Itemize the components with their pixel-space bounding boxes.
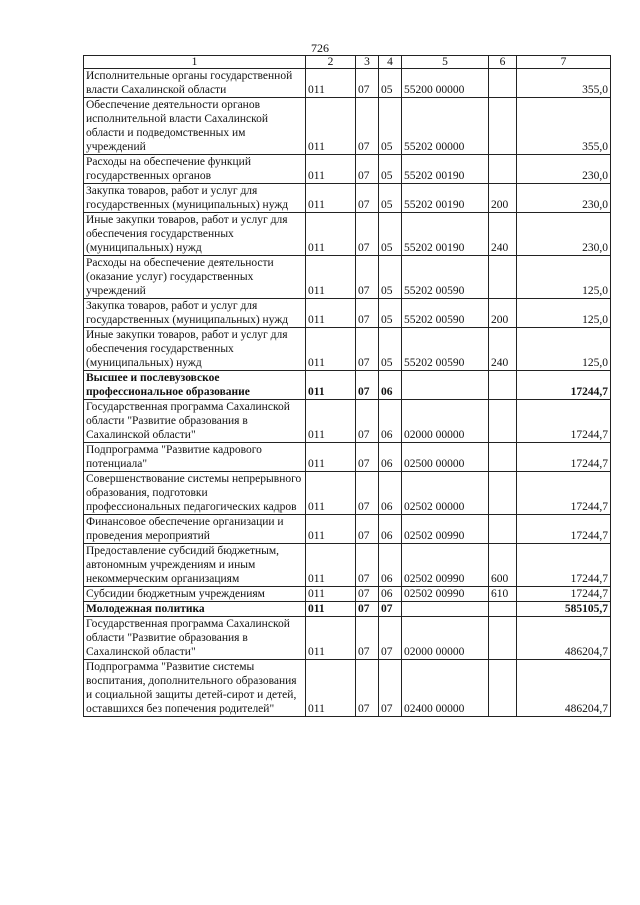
row-subsection: 06 — [379, 371, 402, 400]
table-row — [84, 472, 611, 515]
row-admin-code: 011 — [306, 617, 356, 660]
row-section: 07 — [356, 400, 379, 443]
row-expense-type: 240 — [489, 213, 517, 256]
row-subsection: 06 — [379, 443, 402, 472]
row-admin-code: 011 — [306, 155, 356, 184]
row-expense-type — [489, 155, 517, 184]
row-target-article: 55202 00590 — [402, 328, 489, 371]
row-subsection: 06 — [379, 515, 402, 544]
row-target-article: 02502 00990 — [402, 587, 489, 602]
header-row — [84, 56, 611, 69]
row-admin-code: 011 — [306, 371, 356, 400]
table-row — [84, 515, 611, 544]
table-row — [84, 587, 611, 602]
row-target-article: 02400 00000 — [402, 660, 489, 717]
col-header-1: 1 — [84, 56, 306, 69]
row-amount: 17244,7 — [517, 544, 611, 587]
row-admin-code: 011 — [306, 328, 356, 371]
row-name: Государственная программа Сахалинской области "Развитие образования в Сахалинской области" — [84, 617, 306, 660]
row-subsection: 05 — [379, 213, 402, 256]
row-admin-code: 011 — [306, 515, 356, 544]
row-subsection: 05 — [379, 184, 402, 213]
row-subsection: 06 — [379, 400, 402, 443]
row-subsection: 06 — [379, 544, 402, 587]
row-expense-type: 200 — [489, 299, 517, 328]
row-amount: 17244,7 — [517, 371, 611, 400]
table-row — [84, 400, 611, 443]
row-amount: 486204,7 — [517, 660, 611, 717]
row-expense-type — [489, 472, 517, 515]
row-expense-type — [489, 400, 517, 443]
row-admin-code: 011 — [306, 184, 356, 213]
table-row — [84, 213, 611, 256]
row-name: Закупка товаров, работ и услуг для государственных (муниципальных) нужд — [84, 184, 306, 213]
page-number: 726 — [311, 41, 329, 55]
row-expense-type: 600 — [489, 544, 517, 587]
row-target-article: 55202 00190 — [402, 213, 489, 256]
row-expense-type — [489, 98, 517, 155]
row-admin-code: 011 — [306, 98, 356, 155]
row-target-article: 02500 00000 — [402, 443, 489, 472]
row-target-article — [402, 602, 489, 617]
row-subsection: 05 — [379, 155, 402, 184]
row-subsection: 05 — [379, 256, 402, 299]
row-amount: 125,0 — [517, 256, 611, 299]
row-expense-type — [489, 256, 517, 299]
row-target-article: 02502 00990 — [402, 515, 489, 544]
row-section: 07 — [356, 69, 379, 98]
row-name: Подпрограмма "Развитие кадрового потенциала" — [84, 443, 306, 472]
row-name: Иные закупки товаров, работ и услуг для обеспечения государственных (муниципальных) нужд — [84, 213, 306, 256]
row-subsection: 05 — [379, 98, 402, 155]
row-admin-code: 011 — [306, 256, 356, 299]
row-amount: 17244,7 — [517, 472, 611, 515]
row-admin-code: 011 — [306, 660, 356, 717]
col-header-3: 3 — [356, 56, 379, 69]
row-target-article: 02502 00990 — [402, 544, 489, 587]
row-admin-code: 011 — [306, 587, 356, 602]
table-row — [84, 299, 611, 328]
row-subsection: 06 — [379, 587, 402, 602]
row-amount: 230,0 — [517, 155, 611, 184]
row-admin-code: 011 — [306, 400, 356, 443]
row-subsection: 07 — [379, 602, 402, 617]
row-admin-code: 011 — [306, 602, 356, 617]
row-name: Совершенствование системы непрерывного образования, подготовки профессиональных педагогических кадров — [84, 472, 306, 515]
row-name: Предоставление субсидий бюджетным, автономным учреждениям и иным некоммерческим организациям — [84, 544, 306, 587]
row-expense-type — [489, 443, 517, 472]
row-section: 07 — [356, 371, 379, 400]
row-amount: 355,0 — [517, 98, 611, 155]
table-row — [84, 328, 611, 371]
row-expense-type — [489, 617, 517, 660]
table-row — [84, 602, 611, 617]
row-name: Финансовое обеспечение организации и проведения мероприятий — [84, 515, 306, 544]
col-header-4: 4 — [379, 56, 402, 69]
row-target-article: 55202 00590 — [402, 299, 489, 328]
table-row — [84, 617, 611, 660]
row-target-article: 02502 00000 — [402, 472, 489, 515]
row-subsection: 05 — [379, 69, 402, 98]
row-amount: 355,0 — [517, 69, 611, 98]
row-section: 07 — [356, 98, 379, 155]
row-amount: 17244,7 — [517, 400, 611, 443]
table-row — [84, 371, 611, 400]
row-subsection: 06 — [379, 472, 402, 515]
row-admin-code: 011 — [306, 213, 356, 256]
table-row — [84, 184, 611, 213]
row-amount: 585105,7 — [517, 602, 611, 617]
row-target-article: 55202 00190 — [402, 184, 489, 213]
row-amount: 125,0 — [517, 299, 611, 328]
row-target-article: 55202 00590 — [402, 256, 489, 299]
row-section: 07 — [356, 328, 379, 371]
row-section: 07 — [356, 299, 379, 328]
row-section: 07 — [356, 617, 379, 660]
col-header-2: 2 — [306, 56, 356, 69]
row-name: Закупка товаров, работ и услуг для государственных (муниципальных) нужд — [84, 299, 306, 328]
row-section: 07 — [356, 443, 379, 472]
row-name: Иные закупки товаров, работ и услуг для обеспечения государственных (муниципальных) нужд — [84, 328, 306, 371]
row-section: 07 — [356, 587, 379, 602]
table-row — [84, 660, 611, 717]
row-amount: 486204,7 — [517, 617, 611, 660]
row-amount: 17244,7 — [517, 515, 611, 544]
row-expense-type — [489, 660, 517, 717]
row-name: Государственная программа Сахалинской области "Развитие образования в Сахалинской области" — [84, 400, 306, 443]
row-amount: 17244,7 — [517, 587, 611, 602]
row-section: 07 — [356, 660, 379, 717]
row-admin-code: 011 — [306, 443, 356, 472]
row-amount: 230,0 — [517, 184, 611, 213]
row-amount: 230,0 — [517, 213, 611, 256]
row-amount: 125,0 — [517, 328, 611, 371]
row-name: Молодежная политика — [84, 602, 306, 617]
table-row — [84, 544, 611, 587]
row-target-article: 55200 00000 — [402, 69, 489, 98]
table-row — [84, 256, 611, 299]
row-expense-type: 610 — [489, 587, 517, 602]
row-section: 07 — [356, 213, 379, 256]
row-name: Обеспечение деятельности органов исполнительной власти Сахалинской области и подведомственных им учреждений — [84, 98, 306, 155]
col-header-5: 5 — [402, 56, 489, 69]
table-row — [84, 155, 611, 184]
row-section: 07 — [356, 256, 379, 299]
row-expense-type — [489, 602, 517, 617]
row-expense-type — [489, 371, 517, 400]
row-target-article: 55202 00190 — [402, 155, 489, 184]
row-name: Субсидии бюджетным учреждениям — [84, 587, 306, 602]
row-target-article — [402, 371, 489, 400]
row-admin-code: 011 — [306, 472, 356, 515]
col-header-6: 6 — [489, 56, 517, 69]
table-row — [84, 69, 611, 98]
budget-table — [83, 55, 611, 717]
row-subsection: 07 — [379, 660, 402, 717]
table-row — [84, 98, 611, 155]
row-target-article: 02000 00000 — [402, 400, 489, 443]
row-name: Высшее и послевузовское профессиональное образование — [84, 371, 306, 400]
row-expense-type: 240 — [489, 328, 517, 371]
row-expense-type: 200 — [489, 184, 517, 213]
row-section: 07 — [356, 155, 379, 184]
row-section: 07 — [356, 515, 379, 544]
row-section: 07 — [356, 602, 379, 617]
row-name: Исполнительные органы государственной власти Сахалинской области — [84, 69, 306, 98]
row-section: 07 — [356, 544, 379, 587]
row-amount: 17244,7 — [517, 443, 611, 472]
col-header-7: 7 — [517, 56, 611, 69]
row-name: Расходы на обеспечение функций государственных органов — [84, 155, 306, 184]
row-name: Расходы на обеспечение деятельности (оказание услуг) государственных учреждений — [84, 256, 306, 299]
table-row — [84, 443, 611, 472]
row-target-article: 55202 00000 — [402, 98, 489, 155]
row-expense-type — [489, 69, 517, 98]
row-expense-type — [489, 515, 517, 544]
row-name: Подпрограмма "Развитие системы воспитания, дополнительного образования и социальной защиты детей-сирот и детей, оставшихся без попечения родителей" — [84, 660, 306, 717]
row-target-article: 02000 00000 — [402, 617, 489, 660]
row-admin-code: 011 — [306, 544, 356, 587]
row-admin-code: 011 — [306, 69, 356, 98]
row-subsection: 07 — [379, 617, 402, 660]
row-admin-code: 011 — [306, 299, 356, 328]
row-subsection: 05 — [379, 299, 402, 328]
row-section: 07 — [356, 184, 379, 213]
row-subsection: 05 — [379, 328, 402, 371]
row-section: 07 — [356, 472, 379, 515]
